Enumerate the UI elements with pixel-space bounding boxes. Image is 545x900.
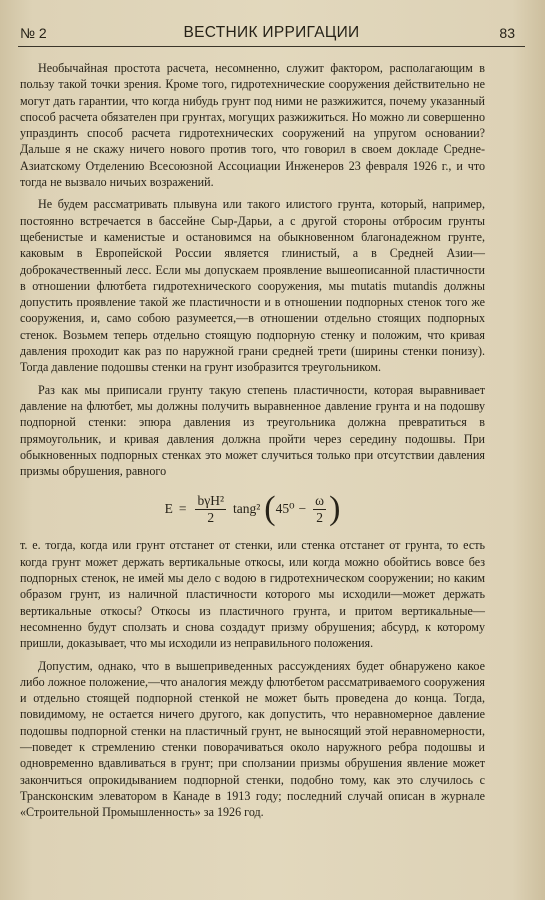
formula-omega-denominator: 2 [316,509,323,525]
formula-numerator: bγH² [197,492,224,508]
page-number: 83 [499,25,515,41]
formula-fraction [195,493,226,526]
journal-title: ВЕСТНИК ИРРИГАЦИИ [183,24,360,41]
formula-omega: ω [315,492,325,508]
running-header [18,24,525,47]
formula-right-paren: ) [329,490,341,528]
paragraph-3: Раз как мы приписали грунту такую степень пластичности, которая выравнивает давление на флютбет, мы должны получить выравненное давление грунта и на подошву подпорной стенки: эпюра давления из треугольника должна превратиться в прямоугольник, и кривая давления должна пройти через середину подошвы. При обыкновенных подпорных стенках это может случиться только при отсутствии давления призмы обрушения, равного [20,382,485,479]
formula-left-paren: ( [264,490,276,528]
article-body [20,60,485,826]
paragraph-1: Необычайная простота расчета, несомненно, служит фактором, располагающим в пользу такой точки зрения. Кроме того, гидротехнические сооружения действительно не могут дать гарантии, что когда нибудь грунт под ними не разжижится, почему указанный способ расчета обязателен при грунтах, могущих разжижиться. Но можно ли совершенно упраздинть способ расчета гидротехнических сооружений на упругом основании? Дальше я не скажу ничего нового против того, что говорил в своем докладе Средне-Азиатскому Отделению Всесоюзной Ассоциации Инженеров 23 февраля 1926 г., и что тогда не вызвало ничьих возражений. [20,61,485,190]
issue-number: № 2 [20,25,47,41]
formula-angle: 45⁰ [275,501,295,517]
paragraph-2: Не будем рассматривать плывуна или такого илистого грунта, который, например, постоянно встречается в бассейне Сыр-Дарьи, а с другой стороны отбросим грунты щебенистые и каменистые и остановимся на обыкновенном благонадежном грунте, каковым в Европейской России является глинистый, а в Средней Азии—доброкачественный лесс. Если мы допускаем проявление вышеописанной пластичности в отношении флютбета гидротехнического сооружения, мы mutatis mutandis должны допустить проявление такой же пластичности и в отношении подпорных стенок того же сооружения, и, само собою разумеется,—в отношении отдельно стоящих подпорных стенок. Возьмем теперь отдельно стоящую подпорную стенку и положим, что кривая давления проходит как раз по наружной грани средней трети (ширины стенки понизу). Тогда давление подошвы стенки на грунт изобразится треугольником. [20,197,485,375]
paragraph-5: Допустим, однако, что в вышеприведенных рассуждениях будет обнаружено какое либо ложное положение,—что аналогия между флютбетом рассматриваемого сооружения и отдельно стоящей подпорной стенкой не может быть проведена до конца. Тогда, повидимому, не остается ничего другого, как допустить, что неравномерное давление подошвы подпорной стенки на пластичный грунт, не выносящий этой неравномерности,—поведет к стремлению стенки поворачиваться около наружного ребра подошвы и одновременно вдавливаться в грунт; при сползании призмы обрушения явление может закончиться опрокидыванием подпорной стенки, подобно тому, как это случилось с Трансконским элеватором в Канаде в 1913 году; последний случай описан в журнале «Строительной Промышленность» за 1926 год. [20,658,485,820]
formula-omega-fraction [313,493,326,526]
formula-minus: − [298,501,307,517]
formula-equals: = [178,501,187,517]
formula-denominator: 2 [207,509,215,525]
formula-function: tang² [233,501,261,517]
paragraph-4: т. е. тогда, когда или грунт отстанет от стенки, или стенка отстанет от грунта, то есть когда грунт может держать вертикальные откосы, или когда можно обойтись вовсе без подпорных стенок, не имей мы дело с водою в гидротехническом сооружении; но каким образом грунт, из наличной пластичности которого мы исходили—может держать вертикальные откосы? Откосы из пластичного грунта, и притом вертикальные—несомненно будут сползать и снова создадут призму обрушения; абсурд, к которому пришли, доказывает, что мы исходили из неправильного положения. [20,538,485,651]
formula-lhs: E [164,501,173,517]
earth-pressure-formula [20,485,485,533]
